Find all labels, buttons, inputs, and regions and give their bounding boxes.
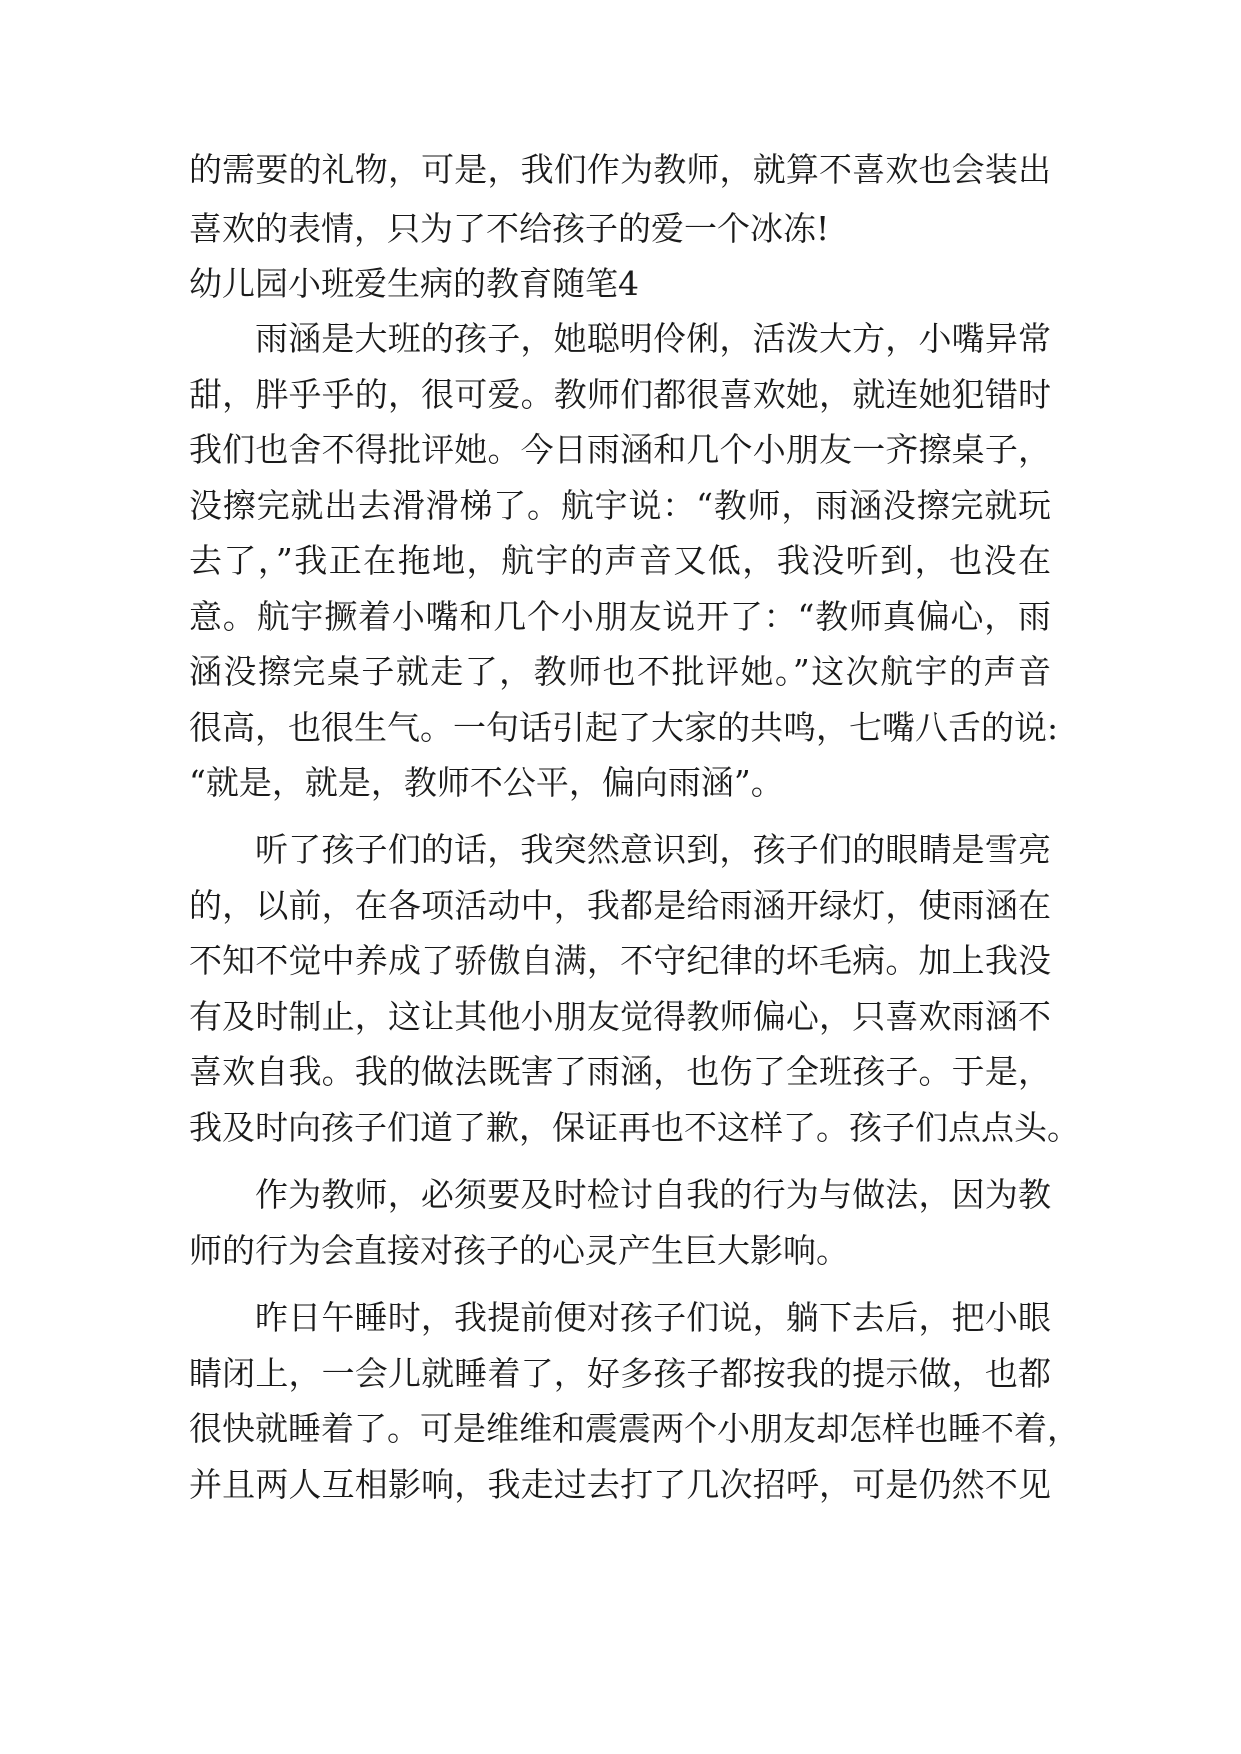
paragraph-1-line-5: 去了，”我正在拖地，航宇的声音又低，我没听到，也没在 [189, 541, 1051, 580]
paragraph-2-line-6: 我及时向孩子们道了歉，保证再也不这样了。孩子们点点头。 [189, 1108, 1080, 1147]
paragraph-4-line-3: 很快就睡着了。可是维维和震震两个小朋友却怎样也睡不着， [189, 1409, 1080, 1448]
paragraph-1-line-2: 甜，胖乎乎的，很可爱。教师们都很喜欢她，就连她犯错时 [189, 375, 1051, 414]
paragraph-2-line-2: 的，以前，在各项活动中，我都是给雨涵开绿灯，使雨涵在 [189, 886, 1051, 925]
paragraph-2-line-1: 听了孩子们的话，我突然意识到，孩子们的眼睛是雪亮 [255, 830, 1051, 869]
paragraph-1-line-1: 雨涵是大班的孩子，她聪明伶俐，活泼大方，小嘴异常 [255, 319, 1051, 358]
paragraph-1-line-8: 很高，也很生气。一句话引起了大家的共鸣，七嘴八舌的说: [189, 708, 1059, 747]
paragraph-2-line-3: 不知不觉中养成了骄傲自满，不守纪律的坏毛病。加上我没 [189, 941, 1051, 980]
paragraph-1-line-4: 没擦完就出去滑滑梯了。航宇说：“教师，雨涵没擦完就玩 [189, 486, 1051, 525]
paragraph-4-line-4: 并且两人互相影响，我走过去打了几次招呼，可是仍然不见 [189, 1465, 1051, 1504]
paragraph-4-line-1: 昨日午睡时，我提前便对孩子们说，躺下去后，把小眼 [255, 1298, 1051, 1337]
paragraph-1-line-6: 意。航宇撅着小嘴和几个小朋友说开了：“教师真偏心，雨 [189, 597, 1051, 636]
paragraph-1-line-7: 涵没擦完桌子就走了，教师也不批评她。”这次航宇的声音 [189, 652, 1051, 691]
paragraph-1-line-3: 我们也舍不得批评她。今日雨涵和几个小朋友一齐擦桌子， [189, 430, 1051, 469]
paragraph-2-line-4: 有及时制止，这让其他小朋友觉得教师偏心，只喜欢雨涵不 [189, 997, 1051, 1036]
paragraph-3-line-1: 作为教师，必须要及时检讨自我的行为与做法，因为教 [255, 1175, 1051, 1214]
intro-line-2: 喜欢的表情，只为了不给孩子的爱一个冰冻! [189, 209, 830, 248]
intro-line-1: 的需要的礼物，可是，我们作为教师，就算不喜欢也会装出 [189, 150, 1051, 189]
section-title: 幼儿园小班爱生病的教育随笔4 [189, 264, 639, 303]
paragraph-2-line-5: 喜欢自我。我的做法既害了雨涵，也伤了全班孩子。于是， [189, 1052, 1051, 1091]
paragraph-4-line-2: 睛闭上，一会儿就睡着了，好多孩子都按我的提示做，也都 [189, 1354, 1051, 1393]
paragraph-3-line-2: 师的行为会直接对孩子的心灵产生巨大影响。 [189, 1231, 849, 1270]
paragraph-1-line-9: “就是，就是，教师不公平，偏向雨涵”。 [189, 763, 784, 802]
